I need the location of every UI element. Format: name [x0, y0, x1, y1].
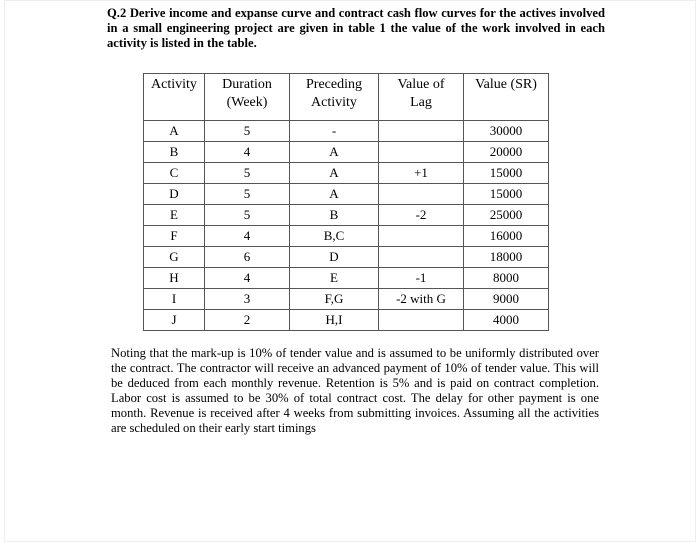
cell-activity: D — [144, 184, 205, 205]
cell-duration: 6 — [205, 247, 290, 268]
table-row — [144, 247, 549, 268]
activity-table — [143, 73, 549, 331]
cell-activity: B — [144, 142, 205, 163]
header-duration: Duration (Week) — [205, 74, 290, 121]
document-page — [4, 0, 696, 542]
cell-preceding: H,I — [290, 310, 379, 331]
cell-value: 8000 — [464, 268, 549, 289]
cell-preceding: B — [290, 205, 379, 226]
cell-preceding: A — [290, 184, 379, 205]
table-row — [144, 268, 549, 289]
cell-duration: 5 — [205, 205, 290, 226]
table-row — [144, 205, 549, 226]
cell-activity: E — [144, 205, 205, 226]
cell-activity: A — [144, 121, 205, 142]
cell-preceding: E — [290, 268, 379, 289]
cell-duration: 5 — [205, 163, 290, 184]
cell-activity: F — [144, 226, 205, 247]
cell-duration: 4 — [205, 268, 290, 289]
table-row — [144, 163, 549, 184]
cell-value: 20000 — [464, 142, 549, 163]
cell-value: 25000 — [464, 205, 549, 226]
table-row — [144, 289, 549, 310]
table-row — [144, 184, 549, 205]
cell-value: 30000 — [464, 121, 549, 142]
cell-lag — [379, 184, 464, 205]
cell-lag: +1 — [379, 163, 464, 184]
cell-preceding: B,C — [290, 226, 379, 247]
cell-preceding: A — [290, 142, 379, 163]
note-text: Noting that the mark-up is 10% of tender value and is assumed to be uniformly distributed over the contract. The contractor will receive an advanced payment of 10% of tender value. This will be deduced from each monthly revenue. Retention is 5% and is paid on contract completion. Labor cost is assumed to be 30% of total contract cost. The delay for other payment is one month. Revenue is received after 4 weeks from submitting invoices. Assuming all the activities are scheduled on their early start timings — [111, 346, 599, 435]
cell-activity: I — [144, 289, 205, 310]
header-value-sr: Value (SR) — [464, 74, 549, 121]
cell-lag: -2 with G — [379, 289, 464, 310]
cell-preceding: D — [290, 247, 379, 268]
table-row — [144, 142, 549, 163]
cell-duration: 4 — [205, 142, 290, 163]
cell-lag: -2 — [379, 205, 464, 226]
table-header-row — [144, 74, 549, 121]
header-preceding-activity: Preceding Activity — [290, 74, 379, 121]
cell-value: 18000 — [464, 247, 549, 268]
cell-duration: 3 — [205, 289, 290, 310]
cell-lag — [379, 142, 464, 163]
cell-preceding: - — [290, 121, 379, 142]
cell-activity: G — [144, 247, 205, 268]
table-row — [144, 121, 549, 142]
cell-lag — [379, 121, 464, 142]
question-text: Q.2 Derive income and expanse curve and contract cash flow curves for the actives involved in a small engineering project are given in table 1 the value of the work involved in each activity is listed in the table. — [107, 6, 605, 50]
cell-activity: J — [144, 310, 205, 331]
cell-value: 15000 — [464, 184, 549, 205]
cell-preceding: F,G — [290, 289, 379, 310]
cell-activity: H — [144, 268, 205, 289]
cell-lag — [379, 247, 464, 268]
cell-duration: 2 — [205, 310, 290, 331]
cell-value: 9000 — [464, 289, 549, 310]
cell-activity: C — [144, 163, 205, 184]
cell-lag — [379, 310, 464, 331]
table-row — [144, 310, 549, 331]
cell-value: 4000 — [464, 310, 549, 331]
header-activity: Activity — [144, 74, 205, 121]
cell-value: 16000 — [464, 226, 549, 247]
header-value-of-lag: Value of Lag — [379, 74, 464, 121]
cell-lag — [379, 226, 464, 247]
cell-duration: 5 — [205, 184, 290, 205]
table-row — [144, 226, 549, 247]
cell-duration: 4 — [205, 226, 290, 247]
cell-preceding: A — [290, 163, 379, 184]
cell-value: 15000 — [464, 163, 549, 184]
cell-duration: 5 — [205, 121, 290, 142]
cell-lag: -1 — [379, 268, 464, 289]
